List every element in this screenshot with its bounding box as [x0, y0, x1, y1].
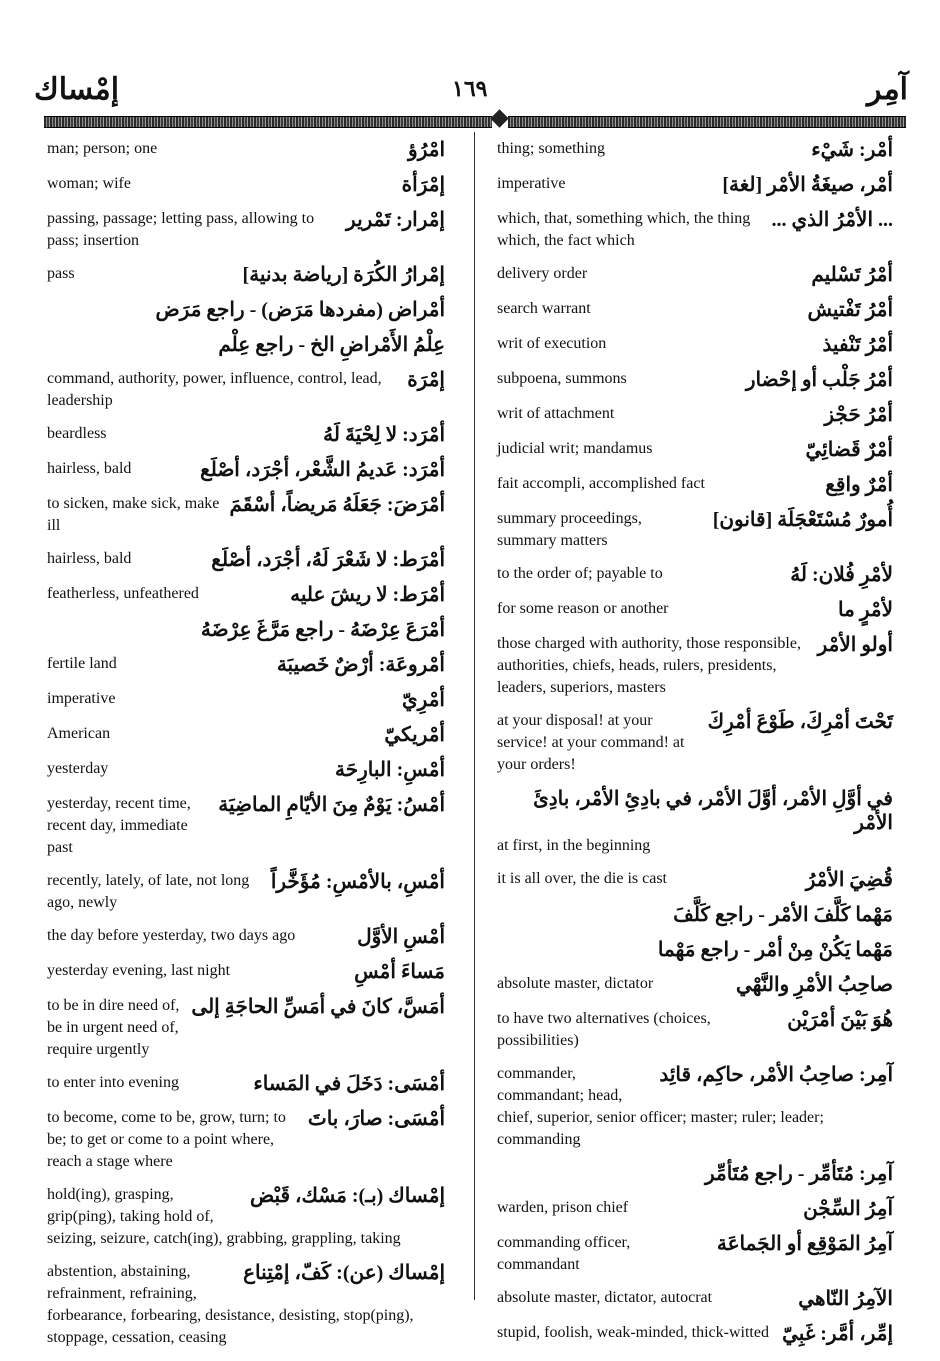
dictionary-entry	[497, 1322, 893, 1346]
entry-arabic: أمْراض (مفردها مَرَض) - راجع مَرَض	[155, 299, 445, 321]
entry-arabic: إمِّر، أمَّر: غَبِيّ	[782, 1323, 893, 1345]
entry-arabic: إمْرارُ الكُرَة [رياضة بدنية]	[242, 264, 445, 286]
dictionary-entry	[497, 333, 893, 357]
entry-english: the day before yesterday, two days ago	[47, 927, 296, 944]
dictionary-entry	[497, 973, 893, 997]
ornament-band-right	[508, 116, 906, 128]
dictionary-entry	[497, 598, 893, 622]
dictionary-entry	[497, 1197, 893, 1221]
dictionary-entry	[497, 508, 893, 552]
dictionary-entry	[47, 758, 445, 782]
dictionary-entry	[47, 263, 445, 287]
dictionary-entry	[47, 548, 445, 572]
dictionary-entry	[47, 618, 445, 642]
dictionary-entry	[47, 138, 445, 162]
entry-arabic: أمَسَّ، كانَ في أمَسِّ الحاجَةِ إلى	[191, 996, 445, 1018]
entry-arabic: امْرُؤ	[408, 139, 445, 161]
entry-arabic: أمْسِ الأوَّل	[357, 926, 445, 948]
entry-english: featherless, unfeathered	[47, 585, 199, 602]
entry-arabic: صاحِبُ الأمْرِ والنَّهْي	[735, 974, 893, 996]
entry-english: delivery order	[497, 265, 588, 282]
guide-word-right: آمِر	[867, 73, 908, 106]
dictionary-entry	[497, 138, 893, 162]
entry-english: hairless, bald	[47, 550, 132, 567]
entry-english: absolute master, dictator, autocrat	[497, 1289, 713, 1306]
entry-arabic: ... الأمْرُ الذي ...	[771, 209, 893, 231]
dictionary-entry	[497, 1287, 893, 1311]
entry-arabic: أمْرِيّ	[402, 689, 445, 711]
entry-english: to enter into evening	[47, 1074, 179, 1091]
dictionary-entry	[497, 403, 893, 427]
entry-arabic: أمْر، صيغَةُ الأمْر [لغة]	[722, 174, 893, 196]
entry-arabic: الآمِرُ النّاهي	[798, 1288, 893, 1310]
entry-arabic: أمْرَد: عَديمُ الشَّعْر، أجْرَد، أصْلَع	[200, 459, 445, 481]
entry-english: at first, in the beginning	[497, 837, 651, 854]
entry-arabic: أمْرَضَ: جَعَلَهُ مَريضاً، أسْقَمَ	[229, 494, 445, 516]
dictionary-entry	[47, 423, 445, 447]
entry-arabic: إمْساك (عن): كَفّ، إمْتِناع	[243, 1262, 445, 1284]
dictionary-entry	[497, 1232, 893, 1276]
dictionary-entry	[497, 710, 893, 776]
entry-english: imperative	[497, 175, 566, 192]
entry-arabic: لأمْرِ فُلان: لَهُ	[790, 564, 893, 586]
entry-arabic: مَساءَ أمْسِ	[354, 961, 445, 983]
dictionary-entry	[47, 493, 445, 537]
entry-english: search warrant	[497, 300, 591, 317]
right-column	[497, 138, 893, 1357]
dictionary-entry	[47, 1261, 445, 1349]
entry-arabic: لأمْرٍ ما	[838, 599, 893, 621]
dictionary-entry	[47, 1072, 445, 1096]
entry-arabic: إمْرار: تَمْرير	[346, 209, 445, 231]
entry-english: abstention, abstaining, refrainment, refraining, forbearance, forbearing, desistance, desisting, stop(ping), stoppage, cessation, ceasing	[47, 1263, 414, 1346]
dictionary-entry	[47, 173, 445, 197]
dictionary-entry	[47, 995, 445, 1061]
entry-arabic: إمْرَة	[407, 369, 445, 391]
dictionary-entry	[497, 263, 893, 287]
entry-english: commander, commandant; head, chief, superior, senior officer; master; ruler; leader; commanding	[497, 1065, 824, 1148]
entry-arabic: مَهْما يَكُنْ مِنْ أمْر - راجع مَهْما	[657, 939, 893, 961]
dictionary-entry	[47, 458, 445, 482]
entry-english: summary proceedings, summary matters	[497, 510, 642, 549]
entry-arabic: آمِرُ المَوْقِع أو الجَماعَة	[716, 1233, 893, 1255]
dictionary-entry	[47, 333, 445, 357]
entry-arabic: إمْساك (بـ): مَسْك، قَبْض	[249, 1185, 445, 1207]
entry-arabic: أُمورٌ مُسْتَعْجَلَة [قانون]	[712, 509, 893, 531]
entry-english: commanding officer, commandant	[497, 1234, 631, 1273]
dictionary-entry	[47, 960, 445, 984]
entry-arabic: أولو الأمْر	[817, 634, 893, 656]
dictionary-entry	[497, 868, 893, 892]
entry-arabic: أمْروعَة: أرْضٌ خَصيبَة	[276, 654, 445, 676]
entry-english: stupid, foolish, weak-minded, thick-witted	[497, 1324, 769, 1341]
entry-arabic: أمْرٌ قَضائِيّ	[805, 439, 893, 461]
entry-arabic: أمْر: شَيْء	[811, 139, 893, 161]
entry-arabic: أمْرُ تَنْفيذ	[822, 334, 893, 356]
entry-english: to sicken, make sick, make ill	[47, 495, 220, 534]
entry-arabic: هُوَ بَيْنَ أمْرَيْن	[787, 1009, 893, 1031]
dictionary-entry	[497, 208, 893, 252]
entry-english: yesterday evening, last night	[47, 962, 231, 979]
entry-english: yesterday	[47, 760, 109, 777]
dictionary-entry	[47, 653, 445, 677]
entry-arabic: آمِر: مُتَأمِّر - راجع مُتَأمِّر	[704, 1163, 893, 1185]
ornament-diamond	[490, 109, 508, 127]
entry-english: hairless, bald	[47, 460, 132, 477]
entry-english: to the order of; payable to	[497, 565, 663, 582]
entry-english: beardless	[47, 425, 107, 442]
entry-english: command, authority, power, influence, control, lead, leadership	[47, 370, 382, 409]
entry-arabic: أمْسَى: دَخَلَ في المَساء	[253, 1073, 445, 1095]
entry-english: to become, come to be, grow, turn; to be; to get or come to a point where, reach a stage where	[47, 1109, 286, 1170]
dictionary-entry	[47, 723, 445, 747]
entry-arabic: أمْرُ تَسْليم	[811, 264, 893, 286]
left-column	[47, 138, 445, 1360]
entry-english: imperative	[47, 690, 116, 707]
entry-english: writ of attachment	[497, 405, 615, 422]
dictionary-entry	[47, 208, 445, 252]
dictionary-entry	[497, 1008, 893, 1052]
page-number: ١٦٩	[452, 76, 488, 101]
entry-english: passing, passage; letting pass, allowing to pass; insertion	[47, 210, 315, 249]
entry-english: recently, lately, of late, not long ago, newly	[47, 872, 250, 911]
dictionary-entry	[497, 298, 893, 322]
dictionary-entry	[47, 870, 445, 914]
entry-arabic: مَهْما كَلَّفَ الأمْر - راجع كَلَّفَ	[673, 904, 893, 926]
ornament-band-left	[44, 116, 492, 128]
entry-arabic: أمْسِ، بالأمْسِ: مُؤَخَّراً	[270, 871, 445, 893]
entry-english: fertile land	[47, 655, 117, 672]
dictionary-entry	[497, 438, 893, 462]
entry-english: which, that, something which, the thing which, the fact which	[497, 210, 751, 249]
entry-arabic: إمْرَأة	[401, 174, 445, 196]
dictionary-entry	[47, 368, 445, 412]
dictionary-entry	[47, 1184, 445, 1250]
entry-arabic: أمْسِ: البارِحَة	[335, 759, 445, 781]
entry-arabic: أمْريكيّ	[384, 724, 445, 746]
entry-english: fait accompli, accomplished fact	[497, 475, 705, 492]
dictionary-entry	[47, 688, 445, 712]
entry-arabic: آمِرُ السِّجْن	[803, 1198, 893, 1220]
entry-english: subpoena, summons	[497, 370, 627, 387]
dictionary-entry	[497, 1063, 893, 1151]
dictionary-entry	[497, 368, 893, 392]
entry-arabic: أمْرُ تَفْتيش	[807, 299, 893, 321]
dictionary-entry	[497, 787, 893, 857]
dictionary-entry	[497, 563, 893, 587]
entry-english: man; person; one	[47, 140, 158, 157]
entry-english: at your disposal! at your service! at your command! at your orders!	[497, 712, 685, 773]
entry-arabic: أمْسَى: صارَ، باتَ	[307, 1108, 445, 1130]
dictionary-entry	[497, 173, 893, 197]
entry-arabic: أمْسُ: يَوْمٌ مِنَ الأيّامِ الماضِيَة	[218, 794, 445, 816]
dictionary-entry	[47, 1107, 445, 1173]
entry-english: yesterday, recent time, recent day, immediate past	[47, 795, 191, 856]
entry-arabic: آمِر: صاحِبُ الأمْر، حاكِم، قائِد	[659, 1064, 893, 1086]
entry-english: woman; wife	[47, 175, 131, 192]
entry-arabic: قُضِيَ الأمْرُ	[805, 869, 893, 891]
entry-arabic: أمْرَط: لا ريشَ عليه	[290, 584, 445, 606]
entry-english: to have two alternatives (choices, possibilities)	[497, 1010, 711, 1049]
entry-english: absolute master, dictator	[497, 975, 654, 992]
entry-english: it is all over, the die is cast	[497, 870, 667, 887]
dictionary-entry	[47, 793, 445, 859]
entry-arabic: أمْرُ حَجْز	[824, 404, 893, 426]
entry-english: to be in dire need of, be in urgent need of, require urgently	[47, 997, 180, 1058]
dictionary-entry	[497, 903, 893, 927]
entry-arabic: أمْرَط: لا شَعْرَ لَهُ، أجْرَد، أصْلَع	[211, 549, 445, 571]
entry-arabic: أمْرَعَ عِرْضَهُ - راجع مَرَّغَ عِرْضَهُ	[200, 619, 445, 641]
column-divider	[474, 132, 475, 1300]
entry-english: for some reason or another	[497, 600, 669, 617]
entry-arabic: أمْرُ جَلْب أو إحْضار	[745, 369, 893, 391]
entry-arabic: أمْرٌ واقِع	[825, 474, 893, 496]
entry-english: hold(ing), grasping, grip(ping), taking hold of, seizing, seizure, catch(ing), grabbing, grappling, taking	[47, 1186, 401, 1247]
entry-arabic: عِلْمُ الأَمْراضِ الخ - راجع عِلْم	[218, 334, 445, 356]
entry-english: thing; something	[497, 140, 605, 157]
entry-arabic: في أوَّلِ الأمْر، أوَّلَ الأمْر، في بادِئِ الأمْر، بادِئَ الأمْر	[533, 788, 893, 834]
dictionary-entry	[47, 583, 445, 607]
entry-arabic: أمْرَد: لا لِحْيَةَ لَهُ	[323, 424, 445, 446]
dictionary-entry	[497, 473, 893, 497]
entry-english: those charged with authority, those responsible, authorities, chiefs, heads, rulers, presidents, leaders, superiors, masters	[497, 635, 801, 696]
dictionary-entry	[497, 938, 893, 962]
entry-english: pass	[47, 265, 75, 282]
dictionary-entry	[497, 1162, 893, 1186]
dictionary-entry	[497, 633, 893, 699]
guide-word-left: إمْساك	[34, 73, 120, 106]
entry-english: warden, prison chief	[497, 1199, 629, 1216]
entry-english: writ of execution	[497, 335, 607, 352]
dictionary-entry	[47, 925, 445, 949]
dictionary-entry	[47, 298, 445, 322]
entry-arabic: تَحْتَ أمْرِكَ، طَوْعَ أمْرِكَ	[707, 711, 893, 733]
entry-english: judicial writ; mandamus	[497, 440, 653, 457]
entry-english: American	[47, 725, 111, 742]
